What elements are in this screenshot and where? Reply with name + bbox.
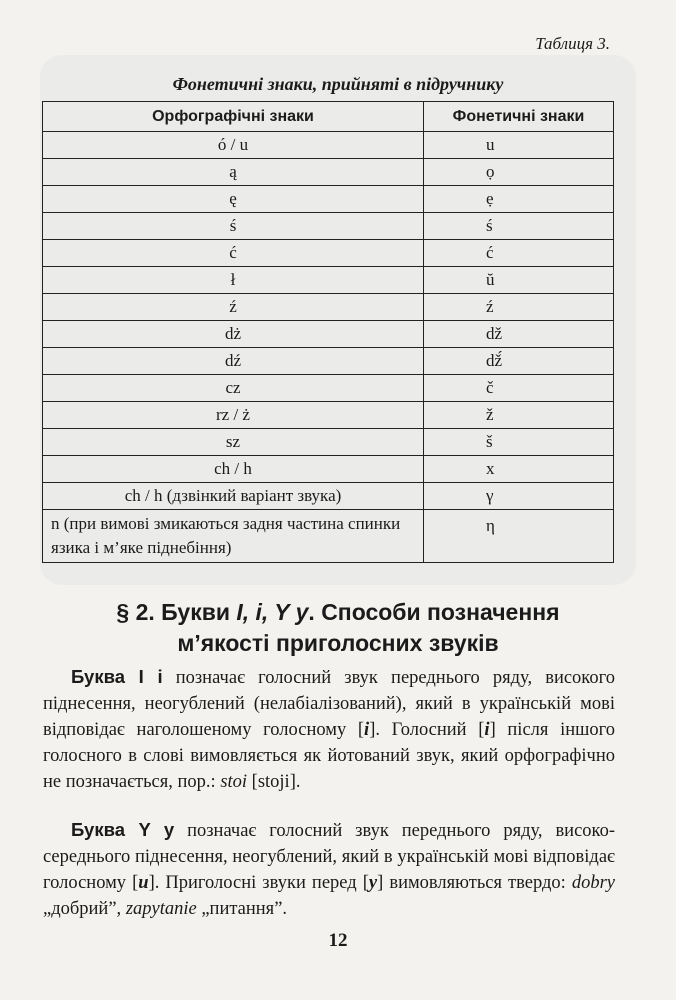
- table-row: [43, 159, 614, 186]
- example-word: stoi: [220, 772, 248, 792]
- phon-cell: η: [424, 510, 614, 563]
- section-heading: [0, 597, 676, 659]
- example-word: zapytanie: [125, 899, 197, 919]
- heading-line-2: м’якості приголосних звуків: [177, 630, 499, 656]
- table-row: [43, 483, 614, 510]
- orth-cell: ą: [43, 159, 424, 186]
- paragraph-text: позначає голосний звук переднього ряду, високо-середнього піднесення, неогублений, який в українській мові відповідає голосному [: [43, 821, 615, 893]
- phon-cell: x: [424, 456, 614, 483]
- header-phonetic: Фонетичні знаки: [424, 102, 614, 132]
- example-word: dobry: [571, 873, 615, 893]
- paragraph-text: позначає голосний звук переднього ряду, високого піднесення, неогублений (нелабіалізований), який в українській мові відповідає наголошеному голосному [: [43, 668, 615, 740]
- phon-cell: ŭ: [424, 267, 614, 294]
- paragraph-text: „питання”.: [196, 899, 288, 919]
- orth-cell: sz: [43, 429, 424, 456]
- phon-cell: u: [424, 132, 614, 159]
- orth-cell: ch / h: [43, 456, 424, 483]
- heading-part: . Способи позначення: [308, 599, 560, 625]
- orth-cell: rz / ż: [43, 402, 424, 429]
- phonetic-symbol: і: [364, 720, 370, 740]
- orth-cell: ę: [43, 186, 424, 213]
- paragraph-lead: Буква I i: [71, 666, 163, 687]
- orth-cell: ch / h (дзвінкий варіант звука): [43, 483, 424, 510]
- table-header-row: [43, 102, 614, 132]
- paragraph-text: ] вимовляються твердо:: [377, 873, 572, 893]
- phon-cell: ž: [424, 402, 614, 429]
- paragraph-text: ] після іншого голосного в слові вимовляється як йотований звук, який орфографічно не позначається, пор.:: [43, 720, 615, 792]
- phon-cell: ć: [424, 240, 614, 267]
- table-row: [43, 456, 614, 483]
- orth-cell: dż: [43, 321, 424, 348]
- phon-cell: š: [424, 429, 614, 456]
- paragraph-lead: Буква Y y: [71, 819, 175, 840]
- table-row: [43, 321, 614, 348]
- heading-part: § 2. Букви: [116, 599, 237, 625]
- phonetic-signs-table: [42, 101, 614, 563]
- phon-cell: γ: [424, 483, 614, 510]
- orth-cell: ó / u: [43, 132, 424, 159]
- table-row: [43, 267, 614, 294]
- paragraph-letter-i: [43, 664, 615, 795]
- page-number: 12: [328, 930, 348, 951]
- table-row: [43, 429, 614, 456]
- table-row: [43, 375, 614, 402]
- phon-cell: ś: [424, 213, 614, 240]
- orth-cell: ć: [43, 240, 424, 267]
- phon-cell: dž́: [424, 348, 614, 375]
- table-row: [43, 510, 614, 563]
- paragraph-text: [stoji].: [247, 772, 301, 792]
- header-orthographic: Орфографічні знаки: [43, 102, 424, 132]
- phon-cell: ọ: [424, 159, 614, 186]
- table-row: [43, 402, 614, 429]
- table-row: [43, 294, 614, 321]
- table-number: Таблиця 3.: [535, 34, 610, 53]
- phon-cell: dž: [424, 321, 614, 348]
- table-row: [43, 186, 614, 213]
- table-row: [43, 132, 614, 159]
- orth-cell: ł: [43, 267, 424, 294]
- table-row: [43, 348, 614, 375]
- paragraph-letter-y: [43, 817, 615, 922]
- table-row: [43, 213, 614, 240]
- orth-cell: ź: [43, 294, 424, 321]
- phonetic-symbol: y: [368, 873, 378, 893]
- paragraph-text: ]. Приголосні звуки перед [: [148, 873, 369, 893]
- orth-cell: n (при вимові змикаються задня частина спинки язика і м’яке піднебіння): [43, 510, 424, 563]
- orth-cell: dź: [43, 348, 424, 375]
- paragraph-text: ]. Голосний [: [369, 720, 485, 740]
- phon-cell: ź: [424, 294, 614, 321]
- phon-cell: č: [424, 375, 614, 402]
- table-caption: Фонетичні знаки, прийняті в підручнику: [172, 74, 504, 94]
- paragraph-text: „добрий”,: [43, 899, 126, 919]
- orth-cell: cz: [43, 375, 424, 402]
- phon-cell: ẹ: [424, 186, 614, 213]
- phonetic-symbol: і: [484, 720, 490, 740]
- heading-letters: I, i, Y y: [236, 599, 309, 625]
- table-row: [43, 240, 614, 267]
- orth-cell: ś: [43, 213, 424, 240]
- phonetic-symbol: и: [138, 873, 149, 893]
